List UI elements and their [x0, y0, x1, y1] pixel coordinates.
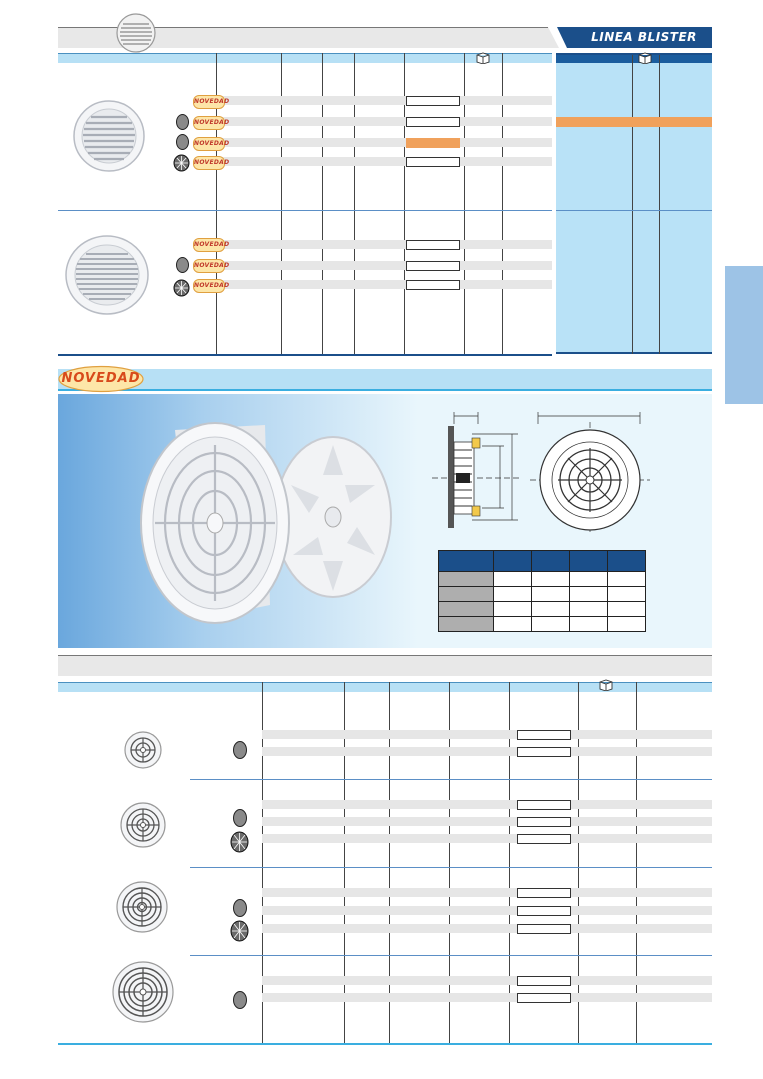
novedad-badge: NOVEDAD: [193, 156, 225, 170]
novedad-badge: NOVEDAD: [193, 95, 225, 109]
novedad-banner-bar: [58, 369, 712, 391]
product-code-box: [406, 280, 460, 290]
round-cap-icon: [233, 899, 247, 917]
product-code-box-highlight: [406, 138, 460, 148]
novedad-badge: NOVEDAD: [193, 116, 225, 130]
product-code-box: [517, 730, 571, 740]
damper-icon: [230, 831, 249, 853]
header-grille-thumbnail: [115, 12, 157, 54]
product-code-box: [517, 800, 571, 810]
product-code-box: [406, 261, 460, 271]
product-code-box: [517, 888, 571, 898]
novedad-badge: NOVEDAD: [193, 259, 225, 273]
round-cap-icon: [233, 991, 247, 1009]
product-code-box: [517, 976, 571, 986]
round-grille-xlarge-image: [111, 960, 175, 1024]
vent-side-section-drawing: [432, 408, 522, 528]
product-code-box: [406, 96, 460, 106]
product-code-box: [517, 906, 571, 916]
round-cap-icon: [176, 257, 189, 273]
round-grille-large-image: [115, 880, 169, 934]
novedad-badge: NOVEDAD: [193, 279, 225, 293]
novedad-badge: NOVEDAD: [193, 238, 225, 252]
product-code-box: [406, 117, 460, 127]
blister-panel: [556, 53, 712, 354]
round-cap-icon: [233, 741, 247, 759]
round-cap-icon: [176, 114, 189, 130]
product-code-box: [406, 157, 460, 167]
damper-icon: [173, 154, 190, 172]
package-box-icon: [476, 52, 490, 64]
package-box-icon: [638, 52, 652, 64]
louvre-grille-large-image: [64, 234, 150, 316]
dimensions-table: [438, 550, 646, 632]
package-box-icon: [599, 679, 613, 691]
damper-icon: [173, 279, 190, 297]
blister-highlight-row: [556, 117, 712, 127]
vent-front-view-drawing: [530, 410, 650, 532]
product-code-box: [517, 747, 571, 757]
product-code-box: [517, 834, 571, 844]
side-section-tab: [725, 266, 763, 404]
round-vent-product-photo: [135, 405, 405, 635]
product-code-box: [517, 993, 571, 1003]
product-code-box: [517, 817, 571, 827]
novedad-badge: NOVEDAD: [193, 137, 225, 151]
louvre-grille-image: [72, 97, 146, 175]
bottom-section-header: [58, 655, 712, 676]
round-grille-small-image: [123, 730, 163, 770]
round-grille-medium-image: [119, 801, 167, 849]
linea-blister-title: LINEA BLISTER: [591, 30, 697, 44]
round-cap-icon: [233, 809, 247, 827]
damper-icon: [230, 920, 249, 942]
product-code-box: [517, 924, 571, 934]
novedad-banner-label: NOVEDAD: [61, 371, 141, 386]
product-code-box: [406, 240, 460, 250]
round-cap-icon: [176, 134, 189, 150]
